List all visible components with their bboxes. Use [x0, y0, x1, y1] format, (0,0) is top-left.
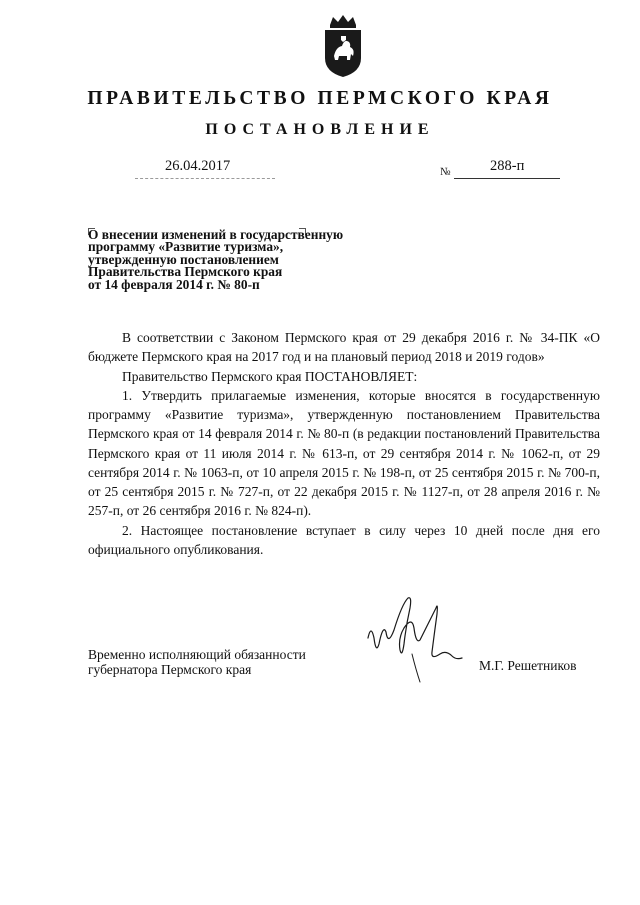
number-underline — [454, 178, 560, 179]
subject-line: О внесении изменений в государственную — [88, 227, 344, 242]
subject-line: программу «Развитие туризма», — [88, 239, 284, 255]
signatory-title — [88, 647, 306, 677]
body-paragraph-item-2: 2. Настоящее постановление вступает в силу через 10 дней после дня его официального опубликования. — [88, 522, 600, 557]
decree-number: 288-п — [490, 158, 525, 174]
body-paragraph-resolves: Правительство Пермского края ПОСТАНОВЛЯЕТ: — [122, 368, 418, 384]
decree-date: 26.04.2017 — [165, 158, 231, 174]
signatory-title-line: губернатора Пермского края — [88, 662, 252, 677]
perm-krai-coat-of-arms-icon — [322, 14, 364, 78]
decree-body — [88, 328, 600, 559]
signatory-title-line: Временно исполняющий обязанности — [88, 647, 306, 662]
subject-line: Правительства Пермского края — [88, 264, 283, 280]
body-paragraph-preamble: В соответствии с Законом Пермского края от 29 декабря 2016 г. № 34-ПК «О бюджете Пермского края на 2017 год и на плановый период 2018 и 2019 годов» — [88, 330, 600, 365]
government-title: ПРАВИТЕЛЬСТВО ПЕРМСКОГО КРАЯ — [87, 88, 553, 109]
subject-line: утвержденную постановлением — [88, 251, 279, 267]
subject-line: от 14 февраля 2014 г. № 80-п — [88, 276, 260, 292]
document-type-title: ПОСТАНОВЛЕНИЕ — [205, 121, 435, 138]
number-sign: № — [440, 166, 451, 178]
handwritten-signature-icon — [350, 594, 470, 684]
date-underline — [135, 178, 275, 179]
body-paragraph-item-1: 1. Утвердить прилагаемые изменения, которые вносятся в государственную программу «Развитие туризма», утвержденную постановлением Правительства Пермского края от 14 февраля 2014 г. № 80-п (в редакции постановлений Правительства Пермского края от 11 июля 2014 г. № 613-п, от 29 сентября 2014 г. № 1062-п, от 29 сентября 2014 г. № 1063-п, от 10 апреля 2015 г. № 198-п, от 25 сентября 2015 г. № 700-п, от 25 сентября 2015 г. № 727-п, от 22 декабря 2015 г. № 1127-п, от 28 апреля 2016 г. № 257-п, от 26 сентября 2016 г. № 824-п). — [88, 387, 600, 519]
decree-subject — [88, 229, 388, 291]
signatory-name: М.Г. Решетников — [479, 658, 577, 673]
